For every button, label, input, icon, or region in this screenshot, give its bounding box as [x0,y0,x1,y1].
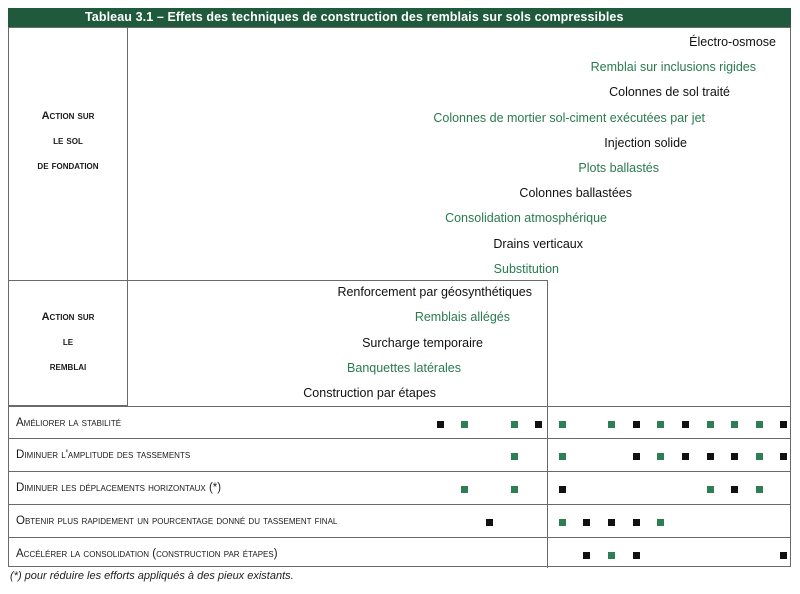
technique-sol: Injection solide [604,135,687,150]
technique-sol: Colonnes ballastées [519,186,632,201]
effect-mark [780,421,787,428]
effect-label: Accélérer la consolidation (construction par étapes) [16,548,278,560]
effect-mark [756,453,763,460]
technique-remblai: Surcharge temporaire [362,335,483,350]
effect-label: Améliorer la stabilité [16,417,122,429]
effect-mark [731,421,738,428]
technique-sol: Électro-osmose [689,35,776,49]
effect-mark [559,421,566,428]
effect-mark [707,486,714,493]
technique-remblai: Construction par étapes [303,386,436,401]
effect-mark [608,519,615,526]
remblai-box-top [8,280,548,281]
footnote: (*) pour réduire les efforts appliqués à des pieux existants. [10,570,294,582]
effect-mark [511,486,518,493]
group-remblai-label: Action sur le remblai [41,311,95,373]
effect-mark [633,421,640,428]
effect-mark [633,453,640,460]
effect-mark [756,421,763,428]
technique-remblai: Banquettes latérales [347,360,461,375]
effect-row [8,406,791,439]
effect-mark [707,421,714,428]
effect-mark [633,552,640,559]
technique-sol: Remblai sur inclusions rigides [590,60,756,75]
table-title: Tableau 3.1 – Effets des techniques de construction des remblais sur sols compressibles [8,8,791,27]
effect-mark [657,421,664,428]
technique-sol: Colonnes de sol traité [609,85,730,100]
effect-row [8,537,791,570]
effect-mark [559,453,566,460]
effect-label: Obtenir plus rapidement un pourcentage donné du tassement final [16,515,338,527]
effect-mark [682,421,689,428]
effect-mark [657,519,664,526]
effect-mark [559,519,566,526]
effect-mark [437,421,444,428]
technique-remblai: Renforcement par géosynthétiques [337,285,532,299]
effect-mark [780,552,787,559]
effect-mark [682,453,689,460]
effect-mark [461,486,468,493]
effect-mark [608,421,615,428]
effect-row [8,471,791,504]
effect-mark [657,453,664,460]
effect-mark [486,519,493,526]
effect-label: Diminuer l'amplitude des tassements [16,449,191,461]
effect-mark [511,421,518,428]
effect-mark [559,486,566,493]
effect-mark [583,552,590,559]
effect-mark [535,421,542,428]
group-sol-label: Action sur le sol de fondation [37,110,99,172]
effect-mark [633,519,640,526]
technique-sol: Plots ballastés [578,161,659,175]
effect-mark [608,552,615,559]
effect-row [8,504,791,537]
technique-sol: Consolidation atmosphérique [445,211,607,226]
effect-mark [461,421,468,428]
effect-row [8,438,791,471]
effect-mark [511,453,518,460]
technique-sol: Colonnes de mortier sol-ciment exécutées par jet [433,110,705,125]
technique-sol: Drains verticaux [493,236,583,251]
technique-remblai: Remblais allégés [414,310,510,325]
effect-mark [756,486,763,493]
effect-mark [707,453,714,460]
effect-mark [583,519,590,526]
effect-mark [731,486,738,493]
effect-mark [780,453,787,460]
technique-sol: Substitution [493,261,559,276]
effect-label: Diminuer les déplacements horizontaux (*) [16,482,222,494]
effect-mark [731,453,738,460]
